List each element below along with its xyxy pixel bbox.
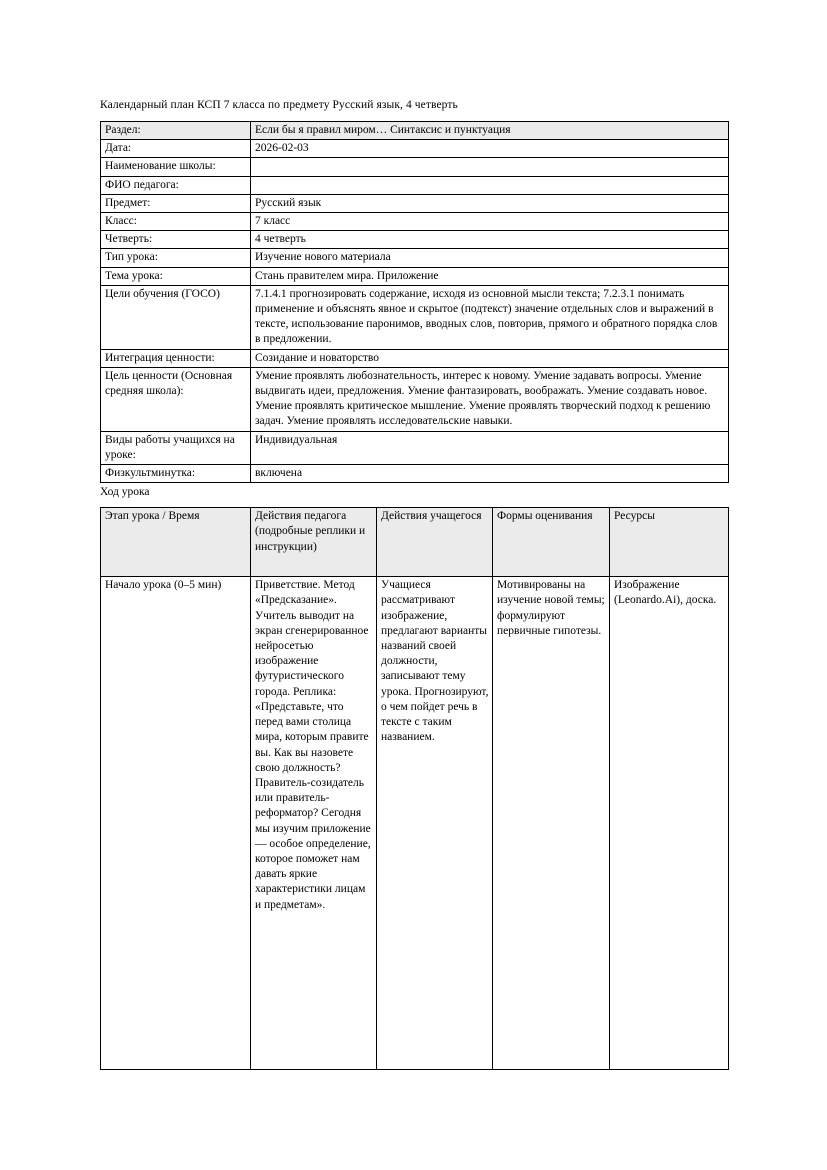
lesson-flow-table-head [101,508,729,577]
info-value: 2026-02-03 [251,140,729,158]
info-label: Раздел: [101,122,251,140]
info-value: 7.1.4.1 прогнозировать содержание, исходя из основной мысли текста; 7.2.3.1 понимать применение и объяснять явное и скрытое (подтекст) значение отдельных слов и выражений в тексте, использование паронимов, вводных слов, повторив, прямого и обратного порядка слов в предложении. [251,285,729,349]
column-header-stage: Этап урока / Время [101,508,251,577]
table-row [101,367,729,431]
info-value: Русский язык [251,194,729,212]
table-row [101,140,729,158]
info-label: Наименование школы: [101,158,251,176]
column-header-student-actions: Действия учащегося [377,508,493,577]
cell-student-actions: Учащиеся рассматривают изображение, предлагают варианты названий своей должности, записывают тему урока. Прогнозируют, о чем пойдет речь в тексте с таким названием. [377,577,493,1070]
cell-stage: Начало урока (0–5 мин) [101,577,251,1070]
column-header-assessment: Формы оценивания [493,508,610,577]
info-value: Если бы я правил миром… Синтаксис и пунктуация [251,122,729,140]
info-label: Тема урока: [101,267,251,285]
info-value: включена [251,465,729,483]
table-row [101,194,729,212]
table-row [101,231,729,249]
table-row [101,122,729,140]
document-content [100,98,728,1070]
table-row [101,431,729,464]
lesson-info-table [100,121,729,483]
lesson-flow-caption: Ход урока [100,486,150,499]
info-label: Интеграция ценности: [101,349,251,367]
cell-resources: Изображение (Leonardo.Ai), доска. [610,577,729,1070]
table-row [101,285,729,349]
info-label: Физкультминутка: [101,465,251,483]
info-value: Умение проявлять любознательность, интерес к новому. Умение задавать вопросы. Умение выдвигать идеи, предложения. Умение фантазировать, воображать. Умение создавать новое. Умение проявлять критическое мышление. Умение проявлять творческий подход к решению задач. Умение проявлять исследовательские навыки. [251,367,729,431]
table-row [101,349,729,367]
info-label: ФИО педагога: [101,176,251,194]
cell-assessment: Мотивированы на изучение новой темы; формулируют первичные гипотезы. [493,577,610,1070]
info-label: Класс: [101,213,251,231]
info-value: 4 четверть [251,231,729,249]
info-value: Стань правителем мира. Приложение [251,267,729,285]
info-value [251,158,729,176]
info-label: Виды работы учащихся на уроке: [101,431,251,464]
table-header-row [101,508,729,577]
lesson-info-table-body [101,122,729,483]
table-row [101,158,729,176]
info-value: Индивидуальная [251,431,729,464]
info-value [251,176,729,194]
column-header-teacher-actions: Действия педагога (подробные реплики и инструкции) [251,508,377,577]
info-value: Изучение нового материала [251,249,729,267]
table-row [101,176,729,194]
info-label: Тип урока: [101,249,251,267]
cell-teacher-actions: Приветствие. Метод «Предсказание». Учитель выводит на экран сгенерированное нейросетью изображение футуристического города. Реплика: «Представьте, что перед вами столица мира, которым правите вы. Как вы назовете свою должность? Правитель-созидатель или правитель-реформатор? Сегодня мы изучим приложение — особое определение, которое поможет нам давать яркие характеристики лицам и предметам». [251,577,377,1070]
info-label: Предмет: [101,194,251,212]
lesson-flow-table-body [101,577,729,1070]
info-label: Цель ценности (Основная средняя школа): [101,367,251,431]
table-row [101,465,729,483]
info-value: 7 класс [251,213,729,231]
table-row [101,213,729,231]
table-row [101,267,729,285]
table-row [101,577,729,1070]
info-label: Дата: [101,140,251,158]
info-label: Четверть: [101,231,251,249]
page-title: Календарный план КСП 7 класса по предмету Русский язык, 4 четверть [100,99,458,111]
info-label: Цели обучения (ГОСО) [101,285,251,349]
column-header-resources: Ресурсы [610,508,729,577]
lesson-flow-table [100,507,729,1070]
table-row [101,249,729,267]
info-value: Созидание и новаторство [251,349,729,367]
